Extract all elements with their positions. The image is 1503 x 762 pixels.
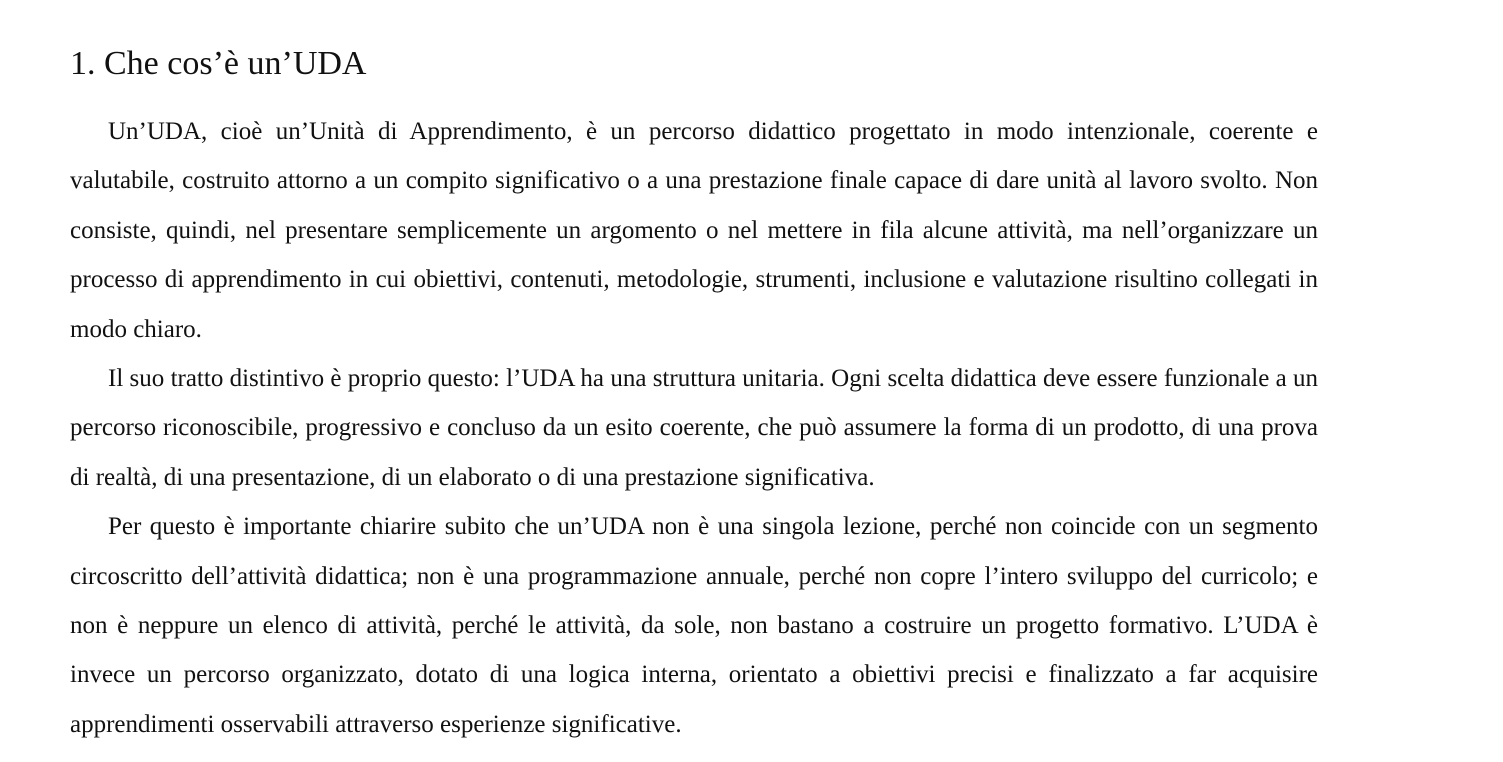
paragraph-unitary-structure: Il suo tratto distintivo è proprio questo: l’UDA ha una struttura unitaria. Ogni scelta didattica deve essere funzionale a un percorso riconoscibile, progressivo e concluso da un esito coerente, che può assumere la forma di un prodotto, di una prova di realtà, di una presentazione, di un elaborato o di una prestazione significativa. [70, 365, 1318, 491]
section-heading: 1. Che cos’è un’UDA [70, 45, 367, 82]
paragraph-definition: Un’UDA, cioè un’Unità di Apprendimento, è un percorso didattico progettato in modo intenzionale, coerente e valutabile, costruito attorno a un compito significativo o a una prestazione finale capace di dare unità al lavoro svolto. Non consiste, quindi, nel presentare semplicemente un argomento o nel mettere in fila alcune attività, ma nell’organizzare un processo di apprendimento in cui obiettivi, contenuti, metodologie, strumenti, inclusione e valutazione risultino collegati in modo chiaro. [70, 118, 1318, 343]
paragraph-what-it-is-not: Per questo è importante chiarire subito che un’UDA non è una singola lezione, perché non coincide con un segmento circoscritto dell’attività didattica; non è una programmazione annuale, perché non copre l’intero sviluppo del curricolo; e non è neppure un elenco di attività, perché le attività, da sole, non bastano a costruire un progetto formativo. L’UDA è invece un percorso organizzato, dotato di una logica interna, orientato a obiettivi precisi e finalizzato a far acquisire apprendimenti osservabili attraverso esperienze significative. [70, 513, 1318, 738]
document-page [70, 40, 1318, 749]
